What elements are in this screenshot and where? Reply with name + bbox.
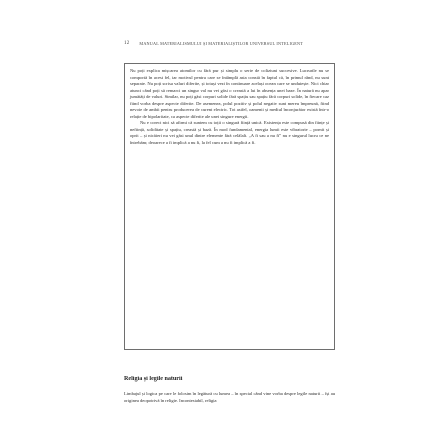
page-number: 12: [124, 40, 130, 46]
box-paragraph-1: Nu poți explica mișcarea atomilor cu fără pur și simplu o serie de coliziuni succesive. Lucrurile nu se comportă în acest fel, iar motivul pentru care se întâmplă asta constă în faptul că, în primul rând, nu sunt separate. Nu poți scrisa valuri diferite, și totuși vezi în continuare același ocean care se unduiește. Nici chiar atunci când poți să remarci un singur val nu vei găsi o creastă a lui în absența unei baze. În natură nu apar jumătăți de valuri. Similar, nu poți găsi corpuri solide fără spațiu sau spațiu fără corpuri solide, în fiecare caz fiind vorba despre aspecte diferite. De asemenea, polul pozitiv și polul negativ sunt mereu împreună, fiind nevoie de ambii pentru producerea de curent electric. Tot astfel, oamenii și mediul înconjurător există într-o relație de bipolaritate, ca aspecte diferite ale unei singure energii.: [130, 68, 329, 119]
running-title: MANUAL MATERIALISMULUI ȘI MATERIALIȘTILOR UNIVERSUL INTELIGENT: [139, 40, 304, 46]
section-body: [124, 391, 335, 421]
running-header: [124, 38, 336, 48]
section-paragraph: Limbajul și logica pe care le folosim în legătură cu lumea – în special când vine vorba despre legile naturii – își au originea deopotrivă în religie. Incontestabil, religia: [124, 391, 335, 403]
section-heading: Religia și legile naturii: [124, 376, 183, 382]
box-paragraph-2: Nu e corect nici să afirmi că suntem cu toții o singură ființă unică. Existența este compusă din ființe și neființă, soliditate și spațiu, creastă și bază. În mod fundamental, energia lumii este vibratorie – pornit și oprit – și nicăieri nu vei găsi unul dintre elemente fără celălalt. „A fi sau a nu fi” nu e singurul lucru ce ne întrebăm; deoarece a fi implică a nu fi, la fel cum a nu fi implică a fi.: [130, 120, 329, 146]
sidebar-box: [124, 63, 335, 350]
